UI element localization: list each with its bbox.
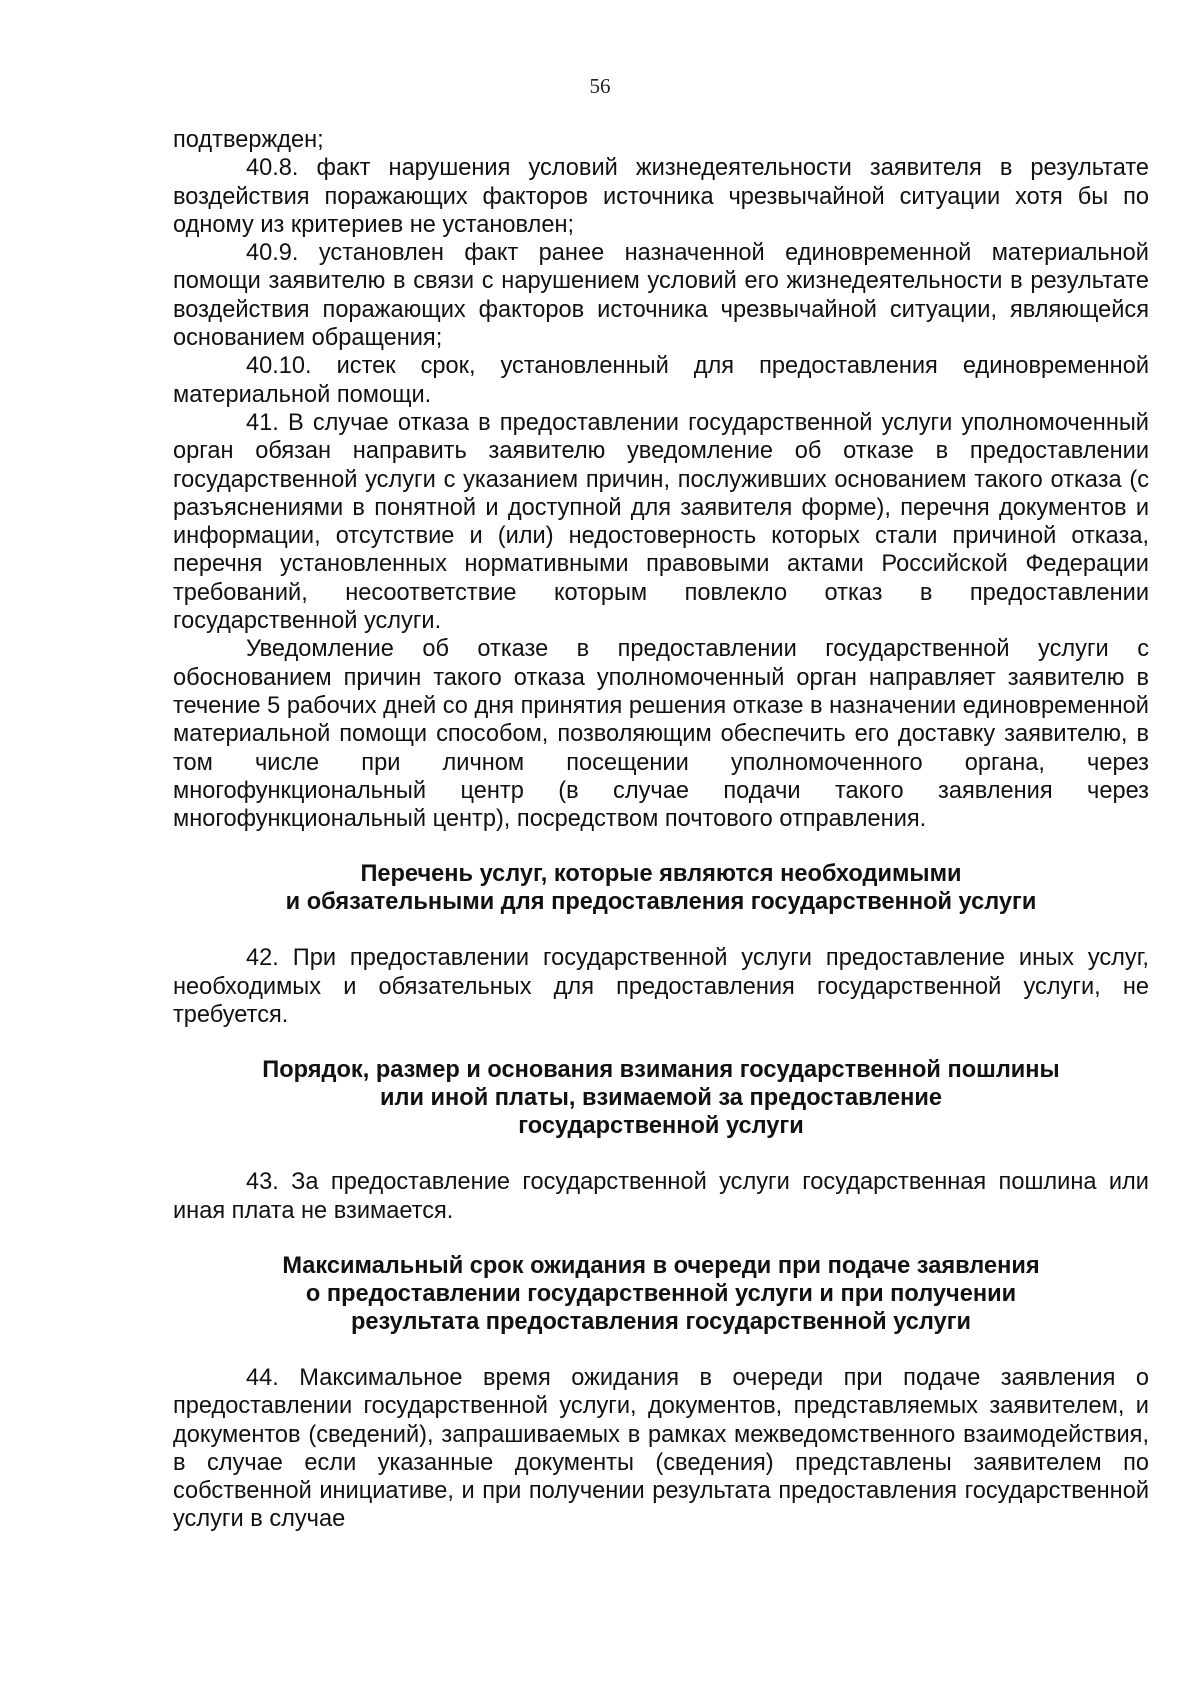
paragraph-43: 43. За предоставление государственной услуги государственная пошлина или иная плата не взимается. xyxy=(173,1169,1149,1224)
paragraph-40-9: 40.9. установлен факт ранее назначенной единовременной материальной помощи заявителю в связи с нарушением условий его жизнедеятельности в результате воздействия поражающих факторов источника чрезвычайной ситуации, являющейся основанием обращения; xyxy=(173,240,1149,352)
heading-line: и обязательными для предоставления государственной услуги xyxy=(285,889,1037,916)
section-heading-services xyxy=(173,860,1149,916)
heading-line: или иной платы, взимаемой за предоставление xyxy=(380,1085,942,1112)
heading-line: результата предоставления государственной услуги xyxy=(350,1308,972,1335)
paragraph-40-8: 40.8. факт нарушения условий жизнедеятельности заявителя в результате воздействия поражающих факторов источника чрезвычайной ситуации хотя бы по одному из критериев не установлен; xyxy=(173,155,1149,238)
heading-line: о предоставлении государственной услуги и при получении xyxy=(305,1280,1017,1307)
document-body xyxy=(173,126,1149,1534)
section-heading-fee xyxy=(173,1056,1149,1140)
paragraph-44: 44. Максимальное время ожидания в очереди при подаче заявления о предоставлении государственной услуги, документов, представляемых заявителем, и документов (сведений), запрашиваемых в рамках межведомственного взаимодействия, в случае если указанные документы (сведения) представлены заявителем по собственной инициативе, и при получении результата предоставления государственной услуги в случае xyxy=(173,1364,1149,1533)
heading-line: Порядок, размер и основания взимания государственной пошлины xyxy=(262,1057,1060,1084)
page-number: 56 xyxy=(589,74,611,98)
paragraph-40-10: 40.10. истек срок, установленный для предоставления единовременной материальной помощи. xyxy=(173,353,1149,408)
heading-line: государственной услуги xyxy=(518,1113,804,1140)
heading-line: Максимальный срок ожидания в очереди при подаче заявления xyxy=(282,1252,1040,1279)
paragraph-42: 42. При предоставлении государственной услуги предоставление иных услуг, необходимых и обязательных для предоставления государственной услуги, не требуется. xyxy=(173,945,1149,1029)
paragraph-continuation: подтвержден; xyxy=(173,127,324,153)
paragraph-41: 41. В случае отказа в предоставлении государственной услуги уполномоченный орган обязан направить заявителю уведомление об отказе в предоставлении государственной услуги с указанием причин, послуживших основанием такого отказа (с разъяснениями в понятной и доступной для заявителя форме), перечня документов и информации, отсутствие и (или) недостоверность которых стали причиной отказа, перечня установленных нормативными правовыми актами Российской Федерации требований, несоответствие которым повлекло отказ в предоставлении государственной услуги. xyxy=(173,409,1149,635)
paragraph-notice: Уведомление об отказе в предоставлении государственной услуги с обоснованием причин такого отказа уполномоченный орган направляет заявителю в течение 5 рабочих дней со дня принятия решения отказе в назначении единовременной материальной помощи способом, позволяющим обеспечить его доставку заявителю, в том числе при личном посещении уполномоченного органа, через многофункциональный центр (в случае подачи такого заявления через многофункциональный центр), посредством почтового отправления. xyxy=(173,636,1149,833)
section-heading-queue xyxy=(173,1252,1149,1336)
heading-line: Перечень услуг, которые являются необходимыми xyxy=(360,861,962,888)
